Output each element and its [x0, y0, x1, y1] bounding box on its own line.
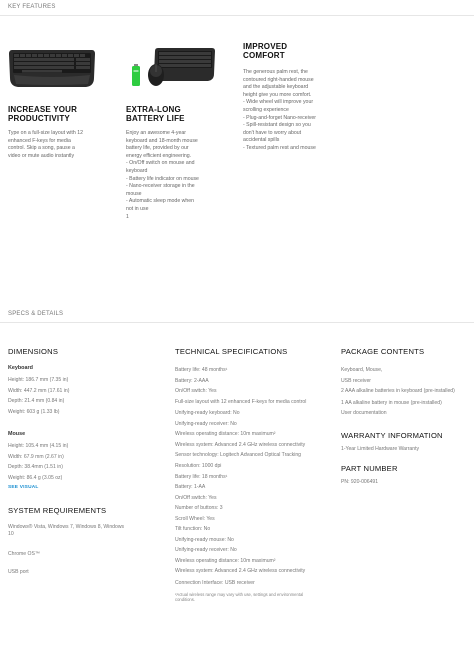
- mouse-width: Width: 67.9 mm (2.67 in): [8, 453, 64, 460]
- spec-item: Battery: 1-AA: [175, 484, 206, 491]
- spec-item: Sensor technology: Logitech Advanced Optical Tracking: [175, 451, 302, 458]
- mouse-height: Height: 105.4 mm (4.15 in): [8, 443, 69, 449]
- see-visual-link[interactable]: SEE VISUAL: [8, 485, 39, 490]
- spec-item: Unifying-ready receiver: No: [175, 547, 237, 554]
- keyboard-depth: Depth: 21.4 mm (0.84 in): [8, 398, 65, 404]
- mouse-depth: Depth: 38.4mm (1.51 in): [8, 464, 63, 470]
- package-contents-title: PACKAGE CONTENTS: [341, 347, 425, 356]
- package-item: 2 AAA alkaline batteries in keyboard (pre-installed): [341, 388, 455, 394]
- feature-text-productivity: Type on a full-size layout with 12 enhanced F-keys for media control. Skip a song, pause a video or mute audio instantly: [8, 130, 83, 159]
- keyboard-subtitle: Keyboard: [8, 365, 33, 371]
- spec-item: On/Off switch: Yes: [175, 494, 217, 501]
- part-number-title: PART NUMBER: [341, 464, 398, 474]
- spec-item: Wireless system: Advanced 2.4 GHz wireless connectivity: [175, 568, 306, 575]
- feature-title-battery: EXTRA-LONG BATTERY LIFE: [126, 105, 185, 123]
- spec-item: Unifying-ready keyboard: No: [175, 410, 240, 417]
- package-item: Keyboard, Mouse,: [341, 367, 383, 373]
- sysreq-windows: Windows® Vista, Windows 7, Windows 8, Windows 10: [8, 524, 125, 537]
- specs-details-label: SPECS & DETAILS: [8, 311, 64, 317]
- spec-item: Connection Interface: USB receiver: [175, 580, 255, 587]
- spec-item: Scroll Wheel: Yes: [175, 515, 215, 522]
- technical-specs-column: [175, 347, 310, 603]
- spec-item: Battery life: 48 months¹: [175, 367, 228, 373]
- spec-item: On/Off switch: Yes: [175, 388, 217, 394]
- spec-item: Battery life: 18 months¹: [175, 473, 228, 480]
- dimensions-title: DIMENSIONS: [8, 347, 59, 356]
- system-requirements-title: SYSTEM REQUIREMENTS: [8, 506, 107, 515]
- section-divider: [0, 322, 474, 323]
- key-features-label: KEY FEATURES: [8, 4, 56, 10]
- feature-title-comfort: IMPROVED COMFORT: [243, 42, 288, 60]
- technical-specs-title: TECHNICAL SPECIFICATIONS: [175, 347, 288, 356]
- keyboard-mouse-battery-image: [128, 44, 216, 90]
- keyboard-width: Width: 447.2 mm (17.61 in): [8, 387, 70, 394]
- spec-item: Battery: 2-AAA: [175, 377, 209, 384]
- package-item: USB receiver: [341, 377, 372, 384]
- package-item: User documentation: [341, 410, 387, 417]
- warranty-text: 1-Year Limited Hardware Warranty: [341, 445, 420, 452]
- spec-item: Wireless operating distance: 10m maximum²: [175, 557, 276, 564]
- package-column: [341, 347, 469, 488]
- part-number-text: PN: 920-006491: [341, 479, 379, 486]
- mouse-subtitle: Mouse: [8, 431, 26, 437]
- mouse-weight: Weight: 86.4 g (3.05 oz): [8, 474, 63, 481]
- spec-item: Wireless system: Advanced 2.4 GHz wireless connectivity: [175, 441, 306, 448]
- sysreq-chrome: Chrome OS™: [8, 550, 40, 557]
- keyboard-height: Height: 186.7 mm (7.35 in): [8, 377, 69, 383]
- spec-footnote: ²Actual wireless range may vary with use, settings and environmental conditions.: [175, 591, 304, 603]
- sysreq-usb: USB port: [8, 569, 29, 576]
- spec-item: Tilt function: No: [175, 526, 211, 533]
- dimensions-column: [8, 347, 158, 578]
- feature-title-productivity: INCREASE YOUR PRODUCTIVITY: [8, 105, 78, 123]
- warranty-title: WARRANTY INFORMATION: [341, 430, 443, 440]
- package-item: 1 AA alkaline battery in mouse (pre-installed): [341, 399, 442, 406]
- feature-text-battery: Enjoy an awesome 4-year keyboard and 18-month mouse battery life, provided by our energy efficient engineering. - On/Off switch on mouse and keyboard - Battery life indicator on mouse - Nano-receiver storage in the mouse - Automatic sleep mode when not in use 1: [126, 130, 199, 220]
- keyboard-weight: Weight: 603 g (1.33 lb): [8, 408, 60, 415]
- keyboard-image: [8, 44, 96, 90]
- spec-item: Unifying-ready receiver: No: [175, 420, 237, 427]
- spec-item: Resolution: 1000 dpi: [175, 463, 222, 470]
- spec-item: Wireless operating distance: 10m maximum²: [175, 431, 276, 438]
- spec-item: Number of buttons: 3: [175, 505, 223, 512]
- feature-text-comfort: The generous palm rest, the contoured right-handed mouse and the adjustable keyboard height give you more comfort. - Wide wheel will improve your scrolling experience - Plug-and-forget Nano-receiver - Spill-resistant design so you don't have to worry about accidental spills - Textured palm rest and mouse: [243, 69, 316, 151]
- spec-item: Full-size layout with 12 enhanced F-keys for media control: [175, 398, 307, 405]
- section-divider: [0, 15, 474, 16]
- spec-item: Unifying-ready mouse: No: [175, 536, 234, 543]
